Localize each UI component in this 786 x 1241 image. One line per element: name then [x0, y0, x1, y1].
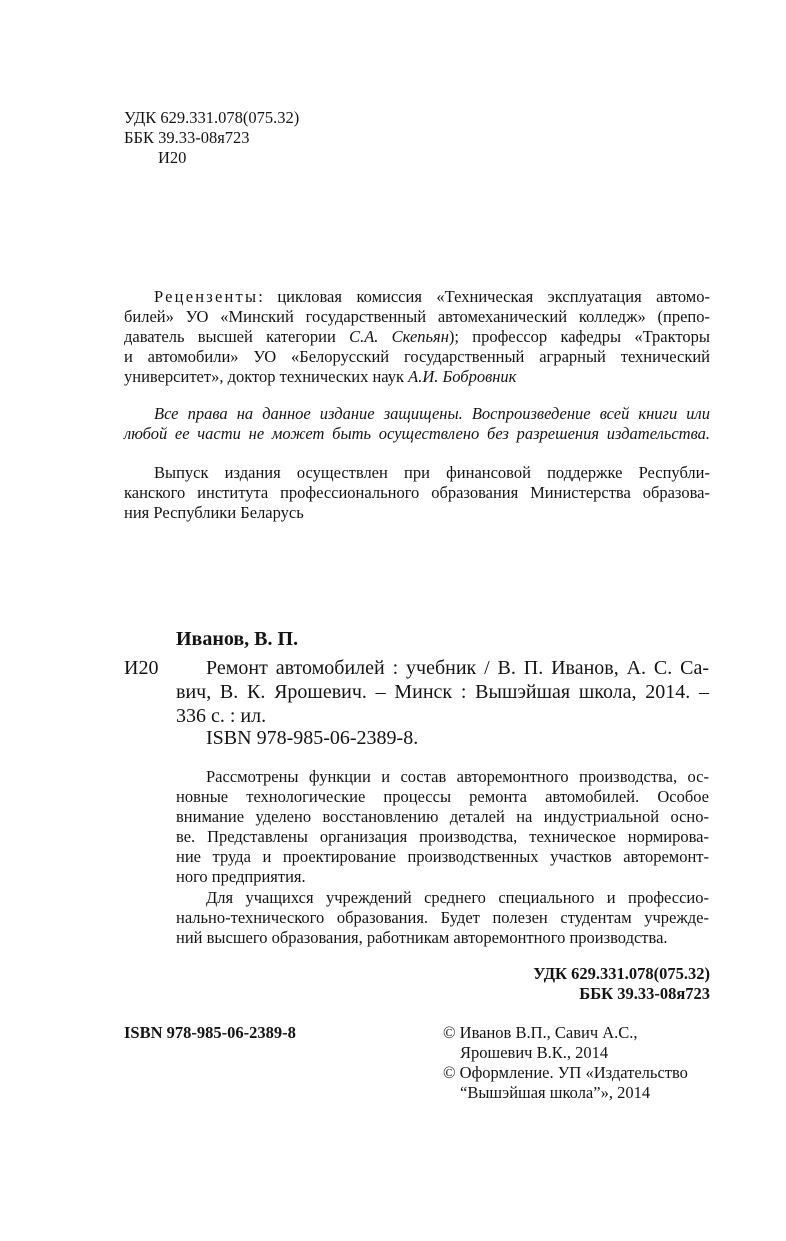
abstract-line-2: новные технологические процессы ремонта автомобилей. Особое — [176, 787, 709, 806]
reviewer-name-1: С.А. Скепьян — [349, 327, 449, 346]
classification-bbk: ББК 39.33-08я723 — [579, 984, 710, 1003]
bib-description — [176, 656, 709, 728]
header-bbk: ББК 39.33-08я723 — [124, 128, 250, 147]
copyright-line-3: © Оформление. УП «Издательство — [443, 1063, 688, 1082]
bib-line-3: 336 с. : ил. — [176, 705, 267, 727]
funding-notice — [124, 463, 710, 523]
copyright-block — [443, 1023, 688, 1103]
rights-line-2: любой ее части не может быть осуществлено без разрешения издательства. — [124, 424, 710, 443]
abstract-line-3: внимание уделено восстановлению деталей на индустриальной осно- — [176, 807, 709, 826]
audience-line-3: ний высшего образования, работникам авторемонтного производства. — [176, 928, 668, 947]
abstract-line-1: Рассмотрены функции и состав авторемонтного производства, ос- — [206, 767, 709, 786]
abstract-line-5: ние труда и проектирование производственных участков авторемонт- — [176, 847, 709, 866]
audience — [176, 888, 709, 948]
bib-line-1: Ремонт автомобилей : учебник / В. П. Иванов, А. С. Са- — [206, 657, 709, 679]
isbn-bottom: ISBN 978-985-06-2389-8 — [124, 1023, 296, 1042]
copyright-line-4: “Вышэйшая школа”», 2014 — [460, 1083, 651, 1102]
reviewers-block — [124, 287, 710, 387]
rights-notice — [124, 404, 710, 444]
copyright-line-2: Ярошевич В.К., 2014 — [460, 1043, 609, 1062]
bib-code: И20 — [124, 657, 159, 679]
bib-line-2: вич, В. К. Ярошевич. – Минск : Вышэйшая школа, 2014. – — [176, 681, 709, 703]
funding-line-3: ния Республики Беларусь — [124, 503, 304, 522]
reviewers-line-1: Рецензенты: цикловая комиссия «Техническая эксплуатация автомо- — [154, 287, 710, 306]
bib-isbn: ISBN 978-985-06-2389-8. — [206, 727, 419, 749]
audience-line-1: Для учащихся учреждений среднего специального и профессио- — [206, 888, 709, 907]
header-classification — [124, 108, 299, 168]
header-code: И20 — [158, 148, 187, 167]
rights-line-1: Все права на данное издание защищены. Воспроизведение всей книги или — [154, 404, 710, 423]
funding-line-1: Выпуск издания осуществлен при финансовой поддержке Республи- — [154, 463, 710, 482]
abstract-line-6: ного предприятия. — [176, 867, 306, 886]
classification-udk: УДК 629.331.078(075.32) — [533, 964, 710, 983]
copyright-line-1: © Иванов В.П., Савич А.С., — [443, 1023, 638, 1042]
reviewers-label: Рецензенты — [154, 287, 259, 306]
funding-line-2: канского института профессионального образования Министерства образова- — [124, 483, 710, 502]
abstract — [176, 767, 709, 887]
header-udk: УДК 629.331.078(075.32) — [124, 108, 300, 127]
reviewers-line-5: университет», доктор технических наук А.И. Бобровник — [124, 367, 517, 386]
classification-block — [533, 964, 710, 1004]
bib-author: Иванов, В. П. — [176, 628, 299, 650]
audience-line-2: нально-технического образования. Будет полезен студентам учрежде- — [176, 908, 709, 927]
reviewers-line-4: и автомобили» УО «Белорусский государственный аграрный технический — [124, 347, 710, 366]
abstract-line-4: ве. Представлены организация производства, техническое нормирова- — [176, 827, 709, 846]
reviewer-name-2: А.И. Бобровник — [408, 367, 517, 386]
reviewers-line-3: даватель высшей категории С.А. Скепьян); профессор кафедры «Тракторы — [124, 327, 710, 346]
reviewers-line-2: билей» УО «Минский государственный автомеханический колледж» (препо- — [124, 307, 710, 326]
